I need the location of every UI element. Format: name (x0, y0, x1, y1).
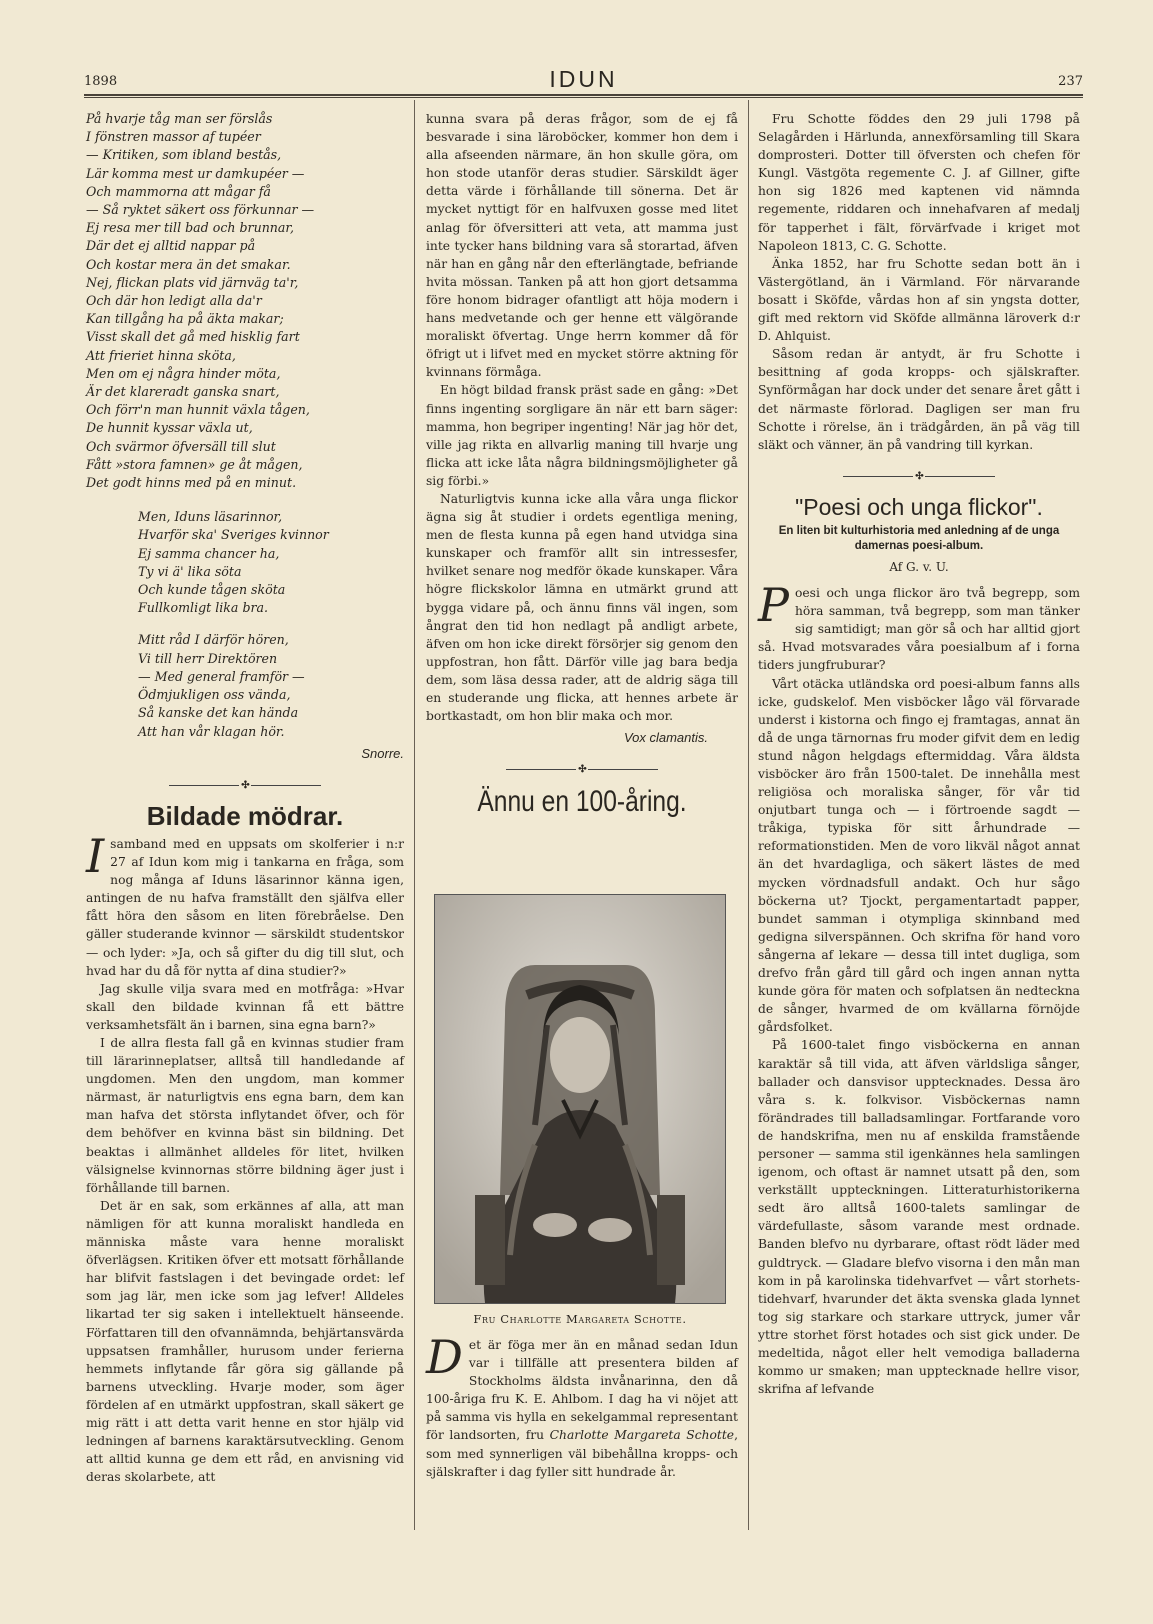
article-paragraph: Änka 1852, har fru Schotte sedan bott än i Västergötland, än i Värmland. För närvarande bosatt i Sköfde, vårdas hon af sin yngsta dotter, gift med rektorn vid Sköfde allmänna läroverk d:r D. Ahlquist. (758, 256, 1080, 344)
poem-line: Och kostar mera än det smakar. (86, 256, 291, 272)
poem-line: På hvarje tåg man ser förslås (86, 111, 273, 126)
poem-line: Det godt hinns med på en minut. (86, 475, 297, 491)
poem-line: Och svärmor öfversäll till slut (86, 438, 276, 454)
poem-line: Att han vår klagan hör. (138, 723, 285, 739)
drop-cap: D (426, 1330, 463, 1384)
poem-line: Men om ej några hinder möta, (86, 365, 281, 381)
article-paragraph: Det är föga mer än en månad sedan Idun var i tillfälle att presentera bilden af Stockholms äldsta invånarinna, den då 100-åriga fru K. E. Ahlbom. I dag ha vi nöjet att på samma vis hylla en sekelgammal representant för landsorten, fru Charlotte Margareta Schotte, som med synnerligen väl bibehållna kropps- och själskrafter i dag fyller sitt hundrade år. (426, 1330, 738, 1479)
poem-line: Att frieriet hinna sköta, (86, 347, 236, 363)
drop-cap: I (86, 828, 105, 883)
column-3 (758, 110, 1080, 1398)
article-paragraph: På 1600-talet fingo visböckerna en annan karaktär så till vida, att äfven världsliga sånger, ballader och dansvisor upptecknades. Dessa äro våra s. k. folkvisor. Visböckernas namn förändrades till balladsamlingar. Fortfarande voro de handskrifna, men nu af enskilda framstående personer — samma stil igenkännes hela samlingen igenom, och oftast är namnet utsatt på den, som verkställt uppteckningen. Litteraturhistorikerna sedt äro alltså 1600-talets samlingar de värdefullaste, såsom varande mest ordnade. Banden blefvo nu dyrbarare, oftast rödt läder med guldtryck. — Gladare blefvo visorna i den mån man kom in på karolinska tidehvarfvet — vårt storhets-tidehvarf, hvarunder det äkta svenska glada lynnet tog sig starkare och starkare uttryck, jumer vår yttre storhet först hotades och sist gick under. De medeltida, något eller helt vemodiga balladerna kommo ur smaken; man upptecknade hellre visor, skrifna af lefvande (758, 1038, 1080, 1397)
poem-line: Och där hon ledigt alla da'r (86, 293, 262, 309)
column-divider-right (748, 100, 749, 1530)
article-title-bildade-modrar: Bildade mödrar. (146, 800, 344, 831)
article-paragraph: I de allra flesta fall gå en kvinnas studier fram till lärarinneplatser, alltså till handledande af ungdomen. Men den ungdom, man kommer närmast, är naturligtvis ens egna barn, dem kan man hafva det största inflytandet öfver, och för dem behöfver en kvinna bäst sin bildning. Det beaktas i allmänhet alldeles för litet, hvilken välsignelse kvinnornas större bildning äger just i förhållande till barnen. (86, 1036, 404, 1195)
poem-line: De hunnit kyssar växla ut, (86, 420, 253, 436)
poem-line: Fått »stora famnen» ge åt mågen, (86, 456, 303, 472)
header-year: 1898 (84, 74, 118, 89)
poem-line: Mitt råd I därför hören, (138, 632, 289, 648)
article-paragraph: Vårt otäcka utländska ord poesi-album fanns alls icke, gudskelof. Men visböcker lågo väl förvarade underst i kistorna och fingo ej framtagas, annat än då de unga tärnornas fru moder gifvit dem en ledig stund någon helgdags eftermiddag. Våra äldsta visböcker äro från 1500-talet. De innehålla mest religiösa och moraliska sånger, för vår tid onjutbart tunga och — i förtroende sagdt — tråkiga, typiska för sitt århundrade — reformationstiden. Men de voro likväl något annat än det hvardagliga, och säkert lästes de med mycken vördnadsfull andakt. Och hur sågo böckerna ut? Tjockt, pergamentartadt papper, bundet samman i otympliga skinnband med gedigna silverspännen. Och skrifna för hand voro sångerna af lekare — dessa till intet dugliga, som drefvo från gård till gård och ingen annan nytta kunde göra för maten och sofplatsen än nedteckna de sånger, hvarmed de om kvällarna förnöjde gårdsfolket. (758, 676, 1080, 1035)
byline: Af G. v. U. (889, 559, 949, 574)
header-page-number: 237 (1058, 74, 1083, 89)
article-paragraph: Såsom redan är antydt, är fru Schotte i besittning af goda kropps- och själskrafter. Synförmågan har dock under det senare året gått i det närmaste förlorad. Dagligen ser man fru Schotte i rörelse, än i trädgården, än på väg till släkt och vänner, än på vandring till kyrkan. (758, 347, 1080, 452)
poem-stanza-2 (138, 508, 404, 617)
poem-line: — Kritiken, som ibland bestås, (86, 147, 282, 163)
poem-line: Ej resa mer till bad och brunnar, (86, 220, 295, 236)
poem-line: Är det klareradt ganska snart, (86, 384, 280, 400)
poem-line: Nej, flickan plats vid järnväg ta'r, (86, 274, 299, 290)
portrait-photo (434, 894, 726, 1304)
poem-line: — Så ryktet säkert oss förkunnar — (86, 202, 315, 218)
poem-stanza-3 (138, 631, 404, 740)
poem-stanza-1 (86, 110, 404, 492)
article-paragraph: Fru Schotte föddes den 29 juli 1798 på Selagården i Härlunda, annexförsamling till Skara domprosteri. Dotter till öfversten och chefen för Kungl. Västgöta regemente C. J. af Gillner, gifte hon sig 1826 med kaptenen vid nämnda regemente, riddaren och innehafvaren af medalj för tapperhet i fält, förvärfvade i kriget mot Napoleon 1813, C. G. Schotte. (758, 112, 1080, 253)
section-ornament: ✣ (758, 468, 1080, 486)
column-2-lower (426, 1330, 738, 1481)
article-paragraph: Naturligtvis kunna icke alla våra unga flickor ägna sig åt studier i ordets egentliga mening, men de flesta kunna på egen hand utvidga sina kunskaper och framför allt sin intressesfer, hvilket senare nog medför ökade kunskaper. Våra högre flickskolor lämna en utmärkt grund att bygga vidare på, och ännu finns väl ingen, som ångrat den tid hon nedlagt på andligt arbete, äfven om hon icke direkt försörjer sig genom den uppfostran, hon fått. Därför ville jag bara bedja dem, som läsa dessa rader, att de aldrig säga till en studerande ung flicka, att hennes arbete är bortkastadt, om hon blir maka och mor. (426, 491, 738, 724)
article-title-100-aring: Ännu en 100-åring. (477, 785, 687, 819)
article-paragraph: Det är en sak, som erkännes af alla, att man nämligen för att kunna moraliskt handleda en människa måste vara henne moraliskt öfverlägsen. Kritiken öfver ett motsatt förhållande har blifvit fastslagen i det bevingade ordet: lef som jag lär, men icke som jag lefver! Alldeles likartad ter sig saken i intellektuelt hänseende. Författaren till den ofvannämnda, behjärtansvärda uppsatsen framhåller, hurusom under ferierna hemmets inflytande får göra sig gällande på barnens utveckling. Hvarje moder, som äger fördelen af en utmärkt uppfostran, skall säkert ge mig rätt i att detta varit henne en stor hjälp vid ledningen af barnens karaktärsutveckling. Genom att alltid kunna ge dem ett råd, en anvisning vid deras skolarbete, att (86, 1198, 404, 1485)
article-paragraph: En högt bildad fransk präst sade en gång: »Det finns ingenting sorgligare än när ett barn säger: mamma, hon begriper ingenting! När jag hör det, ville jag rikta en allvarlig maning till hvarje ung flicka att icke låta några bildningsmöjligheter gå sig förbi.» (426, 383, 738, 488)
column-2 (426, 110, 738, 819)
poem-line: Och förr'n man hunnit växla tågen, (86, 402, 310, 418)
poem-line: I fönstren massor af tupéer (86, 129, 261, 145)
article-paragraph: Jag skulle vilja svara med en motfråga: »Hvar skall den bildade kvinnan få ett bättre verksamhetsfält än i barnen, sina egna barn?» (86, 981, 404, 1032)
drop-cap: P (758, 578, 789, 633)
header-rule (84, 94, 1083, 96)
article-paragraph: kunna svara på deras frågor, som de ej få besvarade i sina läroböcker, kommer hon dem i alla afseenden närmare, än hon skulle göra, om hon stode utanför deras studier. Särskildt äger detta värde i förhållande till sönerna. Det är mycket nyttigt för en halfvuxen gosse med litet anlag för öfversitteri att veta, att mamma just inte tycker hans bildning vara så storartad, äfven när han en gång når den efterlängtade, befriande hvita mössan. Tanken på att hon gjort detsamma före honom bidrager ofantligt att höja modern i hans medvetande och ger henne ett välgörande moraliskt öfvertag. Unge herrn kommer då för öfrigt ut i lifvet med en mycket större aktning för kvinnans förmåga. (426, 112, 738, 380)
poem-signature: Snorre. (361, 745, 404, 761)
article-paragraph: Isamband med en uppsats om skolferier i n:r 27 af Idun kom mig i tankarna en fråga, som nog många af Iduns läsarinnor känna igen, antingen de nu hafva framställt den själfva eller fått höra den såsom en liten förebråelse. Den gäller studerande kvinnor — särskildt studentskor — och lyder: »Ja, och så gifter du dig till slut, och hvad har du då för nytta af dina studier?» (86, 828, 404, 978)
poem-line: Kan tillgång ha på äkta makar; (86, 311, 284, 327)
poem-line: Visst skall det gå med hisklig fart (86, 329, 300, 345)
article-signature: Vox clamantis. (623, 730, 708, 746)
page-header (84, 66, 1083, 96)
poem-line: Ty vi ä' lika söta (138, 563, 242, 579)
column-divider-left (414, 100, 415, 1530)
poem-line: Men, Iduns läsarinnor, (138, 509, 283, 525)
poem-line: Hvarför ska' Sveriges kvinnor (138, 527, 329, 543)
poem-line: — Med general framför — (138, 668, 305, 684)
poem-line: Där det ej alltid nappar på (86, 238, 256, 254)
portrait-illustration (435, 895, 725, 1303)
photo-caption: Fru Charlotte Margareta Schotte. (473, 1312, 687, 1326)
section-ornament: ✣ (86, 777, 404, 795)
poem-line: Och mammorna att mågar få (86, 183, 271, 199)
section-ornament: ✣ (426, 761, 738, 779)
poem-line: Vi till herr Direktören (138, 650, 278, 666)
article-paragraph: Poesi och unga flickor äro två begrepp, som höra samman, två begrepp, som man tänker sig samtidigt; man gör så och har alltid gjort så. Hvad motsvarades våra poesialbum af i forna tiders jungfruburar? (758, 578, 1080, 673)
poem-line: Ödmjukligen oss vända, (138, 687, 291, 703)
poem-line: Ej samma chancer ha, (138, 545, 280, 561)
poem-line: Och kunde tågen sköta (138, 582, 286, 598)
poem-line: Fullkomligt lika bra. (138, 600, 269, 616)
header-rule-thin (84, 97, 1083, 98)
article-title-poesi: "Poesi och unga flickor". (795, 493, 1043, 520)
masthead-title: IDUN (549, 66, 618, 92)
poem-line: Så kanske det kan hända (138, 705, 299, 721)
poem-line: Lär komma mest ur damkupéer — (86, 165, 305, 181)
article-subtitle: En liten bit kulturhistoria med anledning af de unga damernas poesi-album. (778, 524, 1060, 552)
column-1 (86, 110, 404, 1486)
